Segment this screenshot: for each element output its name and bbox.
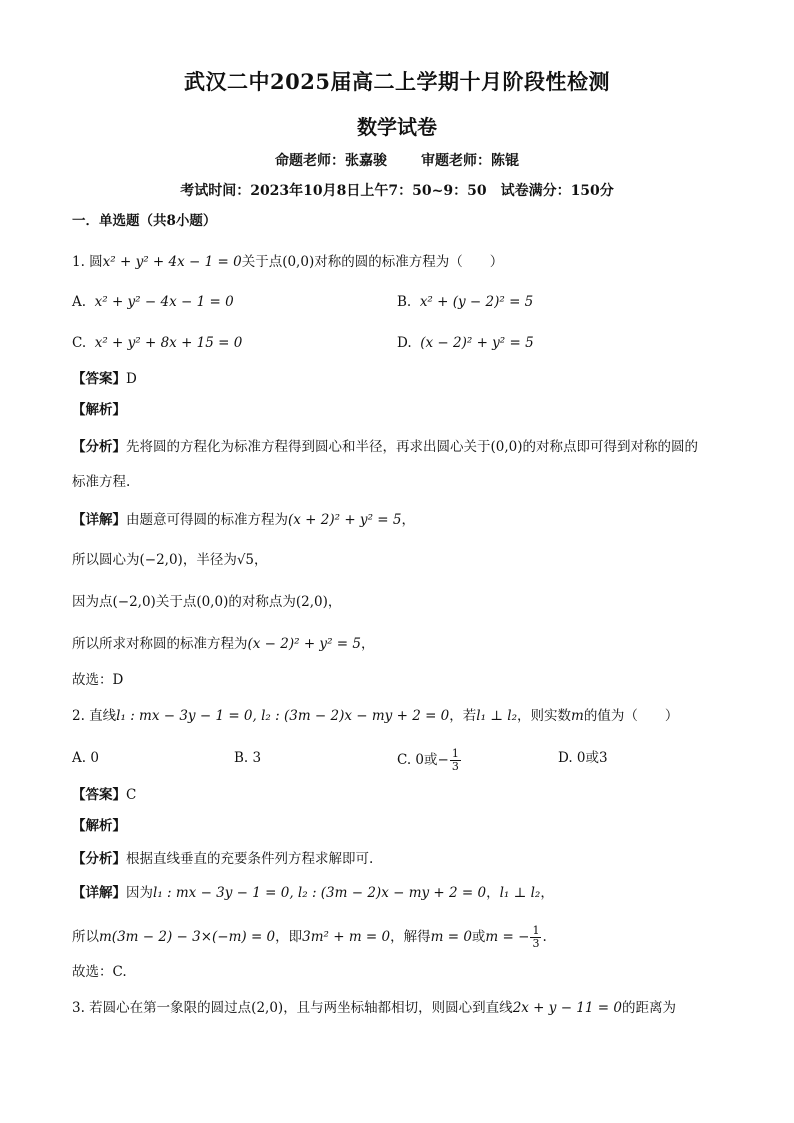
section-heading: 一．单选题（共8小题） xyxy=(72,213,217,229)
q1-option-a: A. x² + y² − 4x − 1 = 0 xyxy=(72,294,234,310)
q1-xiangjie-3: 因为点(−2,0)关于点(0,0)的对称点为(2,0)， xyxy=(72,594,342,610)
q2-xiangjie-1: 【详解】因为l₁ : mx − 3y − 1 = 0, l₂ : (3m − 2)x − my + 2 = 0，l₁ ⊥ l₂， xyxy=(72,885,554,901)
reviewer: 审题老师：陈锟 xyxy=(421,153,519,169)
q2-xiangjie-2: 所以m(3m − 2) − 3×(−m) = 0，即3m² + m = 0，解得m = 0或m = − $\frac{1}{3}$ . xyxy=(72,924,547,950)
q2-option-a: A. 0 xyxy=(72,750,99,766)
q1-fenxi: 【分析】先将圆的方程化为标准方程得到圆心和半径，再求出圆心关于(0,0)的对称点即可得到对称的圆的 xyxy=(72,439,699,455)
answer-tag: 【答案】 xyxy=(72,371,126,387)
q1-fenxi-cont: 标准方程. xyxy=(72,474,131,490)
q2-option-b: B. 3 xyxy=(234,750,262,766)
exam-subtitle: 数学试卷 xyxy=(357,115,437,139)
q1-final-answer: 故选：D xyxy=(72,672,124,688)
q2-option-c: C. 0或− $\frac{1}{3}$ xyxy=(397,747,459,773)
q1-answer: 【答案】D xyxy=(72,371,137,387)
q1-stem: 1. 圆x² + y² + 4x − 1 = 0关于点(0,0)对称的圆的标准方程为（ ） xyxy=(72,254,504,270)
fraction: $\frac{1}{3}$ xyxy=(451,747,459,773)
q2-final-answer: 故选：C. xyxy=(72,964,127,980)
math-expression: (0,0) xyxy=(282,254,315,270)
teachers-line xyxy=(0,150,794,170)
q1-analysis-tag: 【解析】 xyxy=(72,402,126,418)
q3-stem: 3. 若圆心在第一象限的圆过点(2,0)，且与两坐标轴都相切，则圆心到直线2x + y − 11 = 0的距离为 xyxy=(72,1000,676,1016)
q1-option-d: D. (x − 2)² + y² = 5 xyxy=(397,335,534,351)
q2-stem: 2. 直线l₁ : mx − 3y − 1 = 0, l₂ : (3m − 2)x − my + 2 = 0，若l₁ ⊥ l₂，则实数m的值为（ ） xyxy=(72,708,679,724)
q2-answer: 【答案】C xyxy=(72,787,137,803)
q1-xiangjie-4: 所以所求对称圆的标准方程为(x − 2)² + y² = 5， xyxy=(72,636,375,652)
question-setter: 命题老师：张嘉骏 xyxy=(275,153,387,169)
exam-title: 武汉二中2025届高二上学期十月阶段性检测 xyxy=(184,69,610,94)
answer-tag: 【答案】 xyxy=(72,787,126,803)
q2-option-d: D. 0或3 xyxy=(558,750,608,766)
q2-fenxi: 【分析】根据直线垂直的充要条件列方程求解即可. xyxy=(72,851,374,867)
q1-option-b: B. x² + (y − 2)² = 5 xyxy=(397,294,534,310)
fraction: $\frac{1}{3}$ xyxy=(532,924,540,950)
q1-xiangjie-2: 所以圆心为(−2,0)，半径为√5， xyxy=(72,552,268,568)
q1-option-c: C. x² + y² + 8x + 15 = 0 xyxy=(72,335,243,351)
math-expression: x² + y² + 4x − 1 = 0 xyxy=(102,254,242,270)
q2-analysis-tag: 【解析】 xyxy=(72,818,126,834)
q1-xiangjie-1: 【详解】由题意可得圆的标准方程为(x + 2)² + y² = 5， xyxy=(72,512,415,528)
exam-info: 考试时间：2023年10月8日上午7：50~9：50 试卷满分：150分 xyxy=(180,183,614,199)
